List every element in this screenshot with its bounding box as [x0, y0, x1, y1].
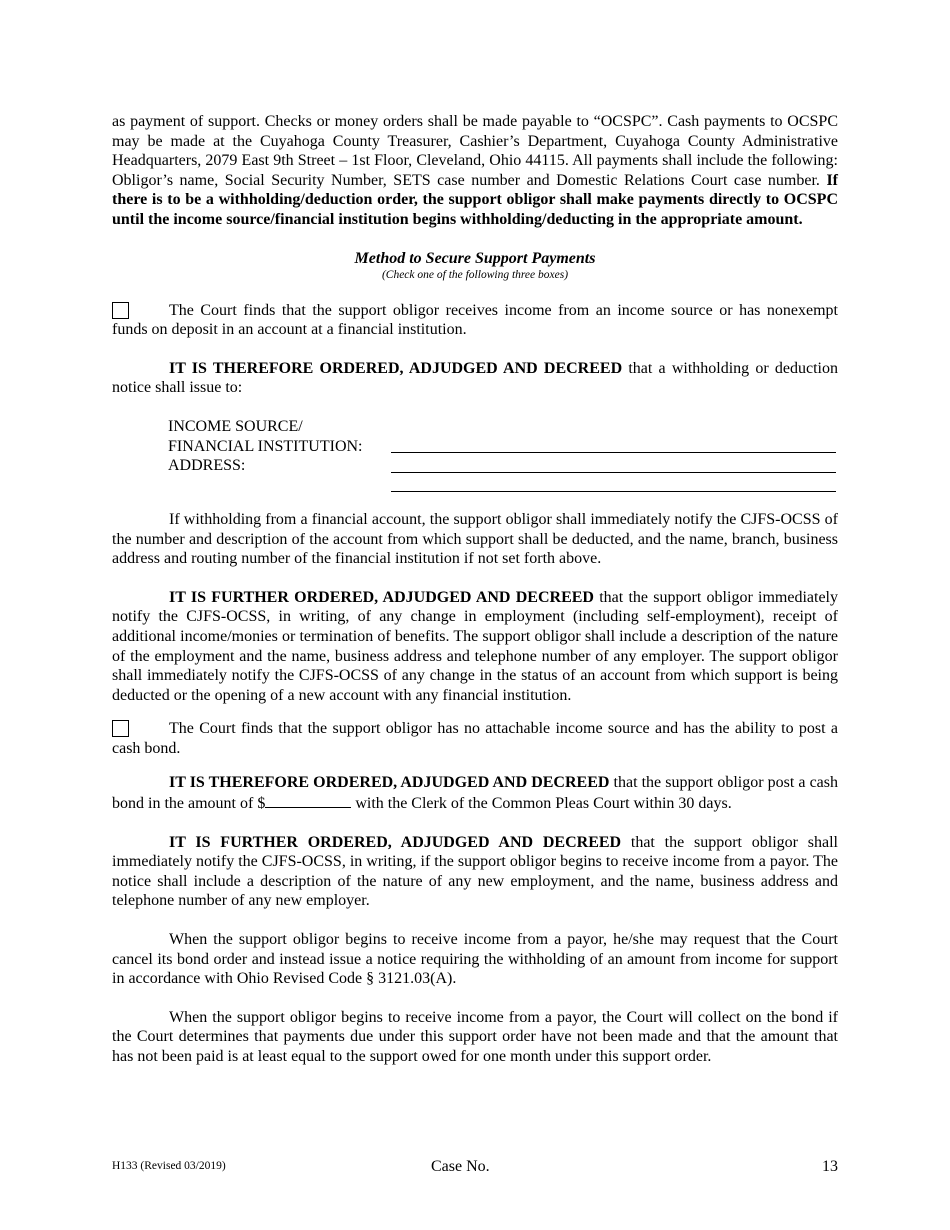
page-number: 13	[822, 1158, 838, 1175]
financial-institution-label: FINANCIAL INSTITUTION:	[168, 437, 363, 455]
option-cash-bond	[112, 719, 838, 758]
cash-bond-order-bold: IT IS THEREFORE ORDERED, ADJUDGED AND DECREED	[169, 774, 610, 792]
withholding-order-text: that a withholding or deduction notice shall issue to:	[112, 359, 838, 397]
financial-institution-field[interactable]	[391, 452, 836, 453]
payment-instructions-bold: If there is to be a withholding/deduction order, the support obligor shall make payments directly to OCSPC until the income source/financial institution begins withholding/deducting in the appropriate amount.	[112, 171, 838, 228]
section-title: Method to Secure Support Payments	[354, 249, 596, 267]
financial-account-paragraph: If withholding from a financial account, the support obligor shall immediately notify the CJFS-OCSS of the number and description of the account from which support shall be deducted, and the name, branch, business address and routing number of the financial institution if not set forth above.	[112, 510, 838, 568]
page-footer	[112, 1158, 838, 1178]
bond-collect-paragraph: When the support obligor begins to receive income from a payor, the Court will collect on the bond if the Court determines that payments due under this support order have not been made and that the amount that has not been paid is at least equal to the support owed for one month under this support order.	[112, 1008, 838, 1065]
employment-change-bold: IT IS FURTHER ORDERED, ADJUDGED AND DECREED	[169, 588, 594, 606]
cash-bond-order-paragraph	[112, 773, 838, 813]
bond-amount-field[interactable]	[265, 793, 351, 808]
payor-notify-text: that the support obligor shall immediately notify the CJFS-OCSS, in writing, if the support obligor begins to receive income from a payor. The notice shall include a description of the nature of any new employment, and the name, business address and telephone number of any new employer.	[112, 833, 838, 910]
payor-notify-paragraph	[112, 833, 838, 911]
document-body	[112, 112, 838, 1067]
cash-bond-order-text-a: that the support obligor post a cash bond in the amount of $	[112, 774, 839, 813]
payment-instructions-paragraph	[112, 112, 838, 230]
cash-bond-finding: The Court finds that the support obligor has no attachable income source and has the ability to post a cash bond.	[112, 720, 838, 757]
section-subtitle: (Check one of the following three boxes)	[381, 268, 569, 281]
address-label: ADDRESS:	[168, 457, 246, 475]
withholding-order-bold: IT IS THEREFORE ORDERED, ADJUDGED AND DECREED	[169, 359, 623, 377]
option-income-source	[112, 301, 838, 340]
withholding-order-paragraph	[112, 359, 838, 398]
employment-change-text: that the support obligor immediately notify the CJFS-OCSS, in writing, of any change in employment (including self-employment), receipt of additional income/monies or termination of benefits. The support obligor shall include a description of the nature of the employment and the name, business address and telephone number of any employer. The support obligor shall immediately notify the CJFS-OCSS of any change in the status of an account from which support is being deducted or the opening of a new account with any financial institution.	[112, 588, 839, 704]
employment-change-paragraph	[112, 588, 838, 706]
form-id: H133 (Revised 03/2019)	[112, 1160, 226, 1172]
address-field-line-2[interactable]	[391, 491, 836, 492]
case-number-label: Case No.	[431, 1158, 490, 1175]
income-source-checkbox[interactable]	[112, 302, 129, 319]
payor-notify-bold: IT IS FURTHER ORDERED, ADJUDGED AND DECREED	[169, 833, 622, 851]
income-source-address-block	[112, 417, 838, 499]
cash-bond-checkbox[interactable]	[112, 720, 129, 737]
income-source-finding: The Court finds that the support obligor receives income from an income source or has nonexempt funds on deposit in an account at a financial institution.	[112, 301, 838, 339]
address-field-line-1[interactable]	[391, 472, 836, 473]
bond-cancel-paragraph: When the support obligor begins to receive income from a payor, he/she may request that the Court cancel its bond order and instead issue a notice requiring the withholding of an amount from income for support in accordance with Ohio Revised Code § 3121.03(A).	[112, 931, 838, 988]
cash-bond-order-text-b: with the Clerk of the Common Pleas Court within 30 days.	[351, 795, 732, 813]
payment-instructions-text: as payment of support. Checks or money orders shall be made payable to “OCSPC”. Cash payments to OCSPC may be made at the Cuyahoga County Treasurer, Cashier’s Department, Cuyahoga County Administrative Headquarters, 2079 East 9th Street – 1st Floor, Cleveland, Ohio 44115. All payments shall include the following: Obligor’s name, Social Security Number, SETS case number and Domestic Relations Court case number.	[112, 113, 838, 189]
section-heading	[112, 249, 838, 282]
income-source-label: INCOME SOURCE/	[168, 417, 303, 435]
